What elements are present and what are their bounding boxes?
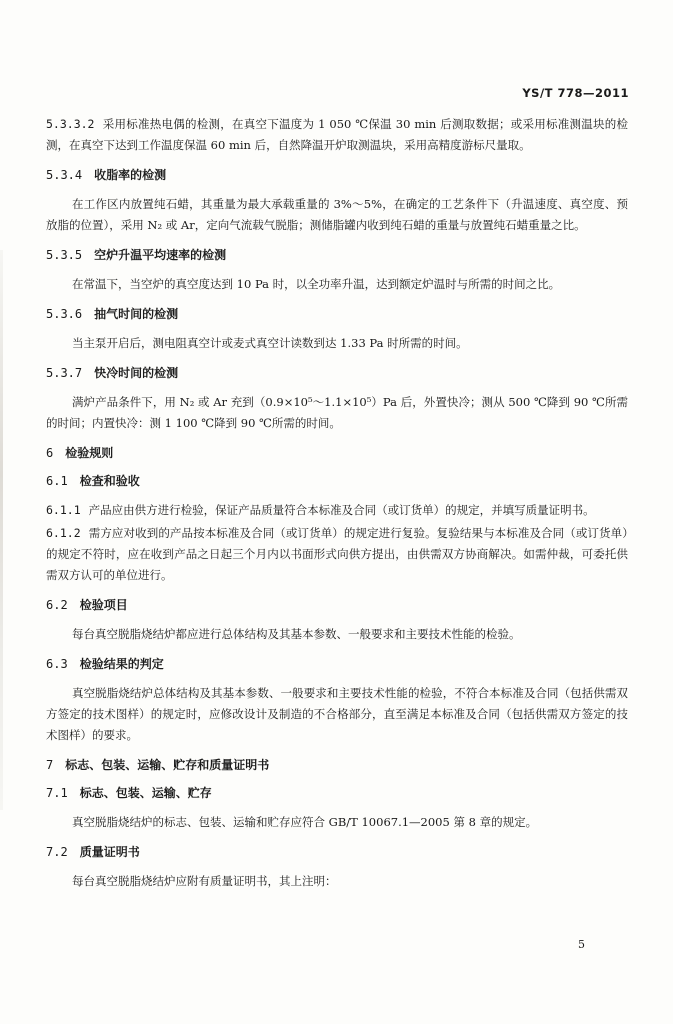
clause-number: 6.1.2 (46, 526, 81, 540)
body-paragraph (46, 871, 628, 892)
section-number: 5.3.4 (46, 168, 83, 182)
section-title: 检验项目 (79, 598, 128, 612)
body-paragraph (46, 333, 628, 354)
section-heading (46, 472, 628, 490)
body-paragraph (46, 194, 628, 236)
body-paragraph (46, 500, 628, 521)
section-title: 收脂率的检测 (94, 168, 167, 182)
paragraph-text: 每台真空脱脂烧结炉都应进行总体结构及其基本参数、一般要求和主要技术性能的检验。 (72, 627, 521, 641)
section-number: 7 (46, 758, 54, 772)
paragraph-text: 在工作区内放置纯石蜡，其重量为最大承载重量的 3%～5%，在确定的工艺条件下（升温速度、真空度、预放脂的位置），采用 N₂ 或 Ar，定向气流载气脱脂；测储脂罐内收到纯石蜡的重量与放置纯石蜡重量之比。 (46, 197, 628, 232)
section-heading (46, 166, 628, 184)
paragraph-text: 采用标准热电偶的检测，在真空下温度为 1 050 ℃保温 30 min 后测取数据；或采用标准测温块的检测，在真空下达到工作温度保温 60 min 后，自然降温开炉取测温块，采用高精度游标尺量取。 (46, 117, 628, 152)
body-paragraph (46, 114, 628, 156)
section-title: 检查和验收 (79, 474, 140, 488)
section-title: 检验结果的判定 (79, 657, 164, 671)
section-heading (46, 784, 628, 802)
paragraph-text: 真空脱脂烧结炉总体结构及其基本参数、一般要求和主要技术性能的检验，不符合本标准及合同（包括供需双方签定的技术图样）的规定时，应修改设计及制造的不合格部分，直至满足本标准及合同（包括供需双方签定的技术图样）的要求。 (46, 686, 628, 742)
page-number: 5 (578, 938, 585, 951)
paragraph-text: 需方应对收到的产品按本标准及合同（或订货单）的规定进行复验。复验结果与本标准及合同（或订货单）的规定不符时，应在收到产品之日起三个月内以书面形式向供方提出，由供需双方协商解决。如需仲裁，可委托供需双方认可的单位进行。 (46, 526, 628, 582)
section-number: 5.3.6 (46, 307, 83, 321)
paragraph-text: 产品应由供方进行检验，保证产品质量符合本标准及合同（或订货单）的规定，并填写质量证明书。 (88, 503, 595, 517)
clause-number: 6.1.1 (46, 503, 81, 517)
scan-edge-shadow (0, 250, 3, 810)
paragraph-text: 真空脱脂烧结炉的标志、包装、运输和贮存应符合 GB/T 10067.1—2005 第 8 章的规定。 (72, 815, 538, 829)
section-number: 5.3.7 (46, 366, 83, 380)
section-title: 空炉升温平均速率的检测 (94, 248, 227, 262)
paragraph-text: 满炉产品条件下，用 N₂ 或 Ar 充到（0.9×10⁵～1.1×10⁵）Pa 后，外置快冷；测从 500 ℃降到 90 ℃所需的时间；内置快冷：测 1 100 ℃降到 90 ℃所需的时间。 (46, 395, 628, 430)
body-paragraph (46, 392, 628, 434)
paragraph-text: 每台真空脱脂烧结炉应附有质量证明书，其上注明： (72, 874, 337, 888)
section-number: 7.1 (46, 786, 68, 800)
section-heading (46, 596, 628, 614)
section-title: 检验规则 (65, 446, 114, 460)
section-number: 6.2 (46, 598, 68, 612)
section-heading (46, 655, 628, 673)
body-paragraph (46, 624, 628, 645)
section-heading (46, 246, 628, 264)
section-number: 6.3 (46, 657, 68, 671)
clause-number: 5.3.3.2 (46, 117, 95, 131)
section-title: 快冷时间的检测 (94, 366, 179, 380)
document-body (46, 114, 628, 902)
section-number: 6 (46, 446, 54, 460)
paragraph-text: 当主泵开启后，测电阻真空计或麦式真空计读数到达 1.33 Pa 时所需的时间。 (72, 336, 468, 350)
paragraph-text: 在常温下，当空炉的真空度达到 10 Pa 时，以全功率升温，达到额定炉温时与所需的时间之比。 (72, 277, 561, 291)
section-title: 标志、包装、运输、贮存和质量证明书 (65, 758, 270, 772)
section-number: 5.3.5 (46, 248, 83, 262)
section-heading (46, 444, 628, 462)
section-number: 7.2 (46, 845, 68, 859)
standard-number: YS/T 778—2011 (522, 86, 629, 100)
body-paragraph (46, 523, 628, 586)
body-paragraph (46, 683, 628, 746)
section-number: 6.1 (46, 474, 68, 488)
section-title: 质量证明书 (79, 845, 140, 859)
section-heading (46, 756, 628, 774)
section-title: 标志、包装、运输、贮存 (79, 786, 212, 800)
body-paragraph (46, 274, 628, 295)
section-heading (46, 364, 628, 382)
section-title: 抽气时间的检测 (94, 307, 179, 321)
body-paragraph (46, 812, 628, 833)
section-heading (46, 305, 628, 323)
section-heading (46, 843, 628, 861)
